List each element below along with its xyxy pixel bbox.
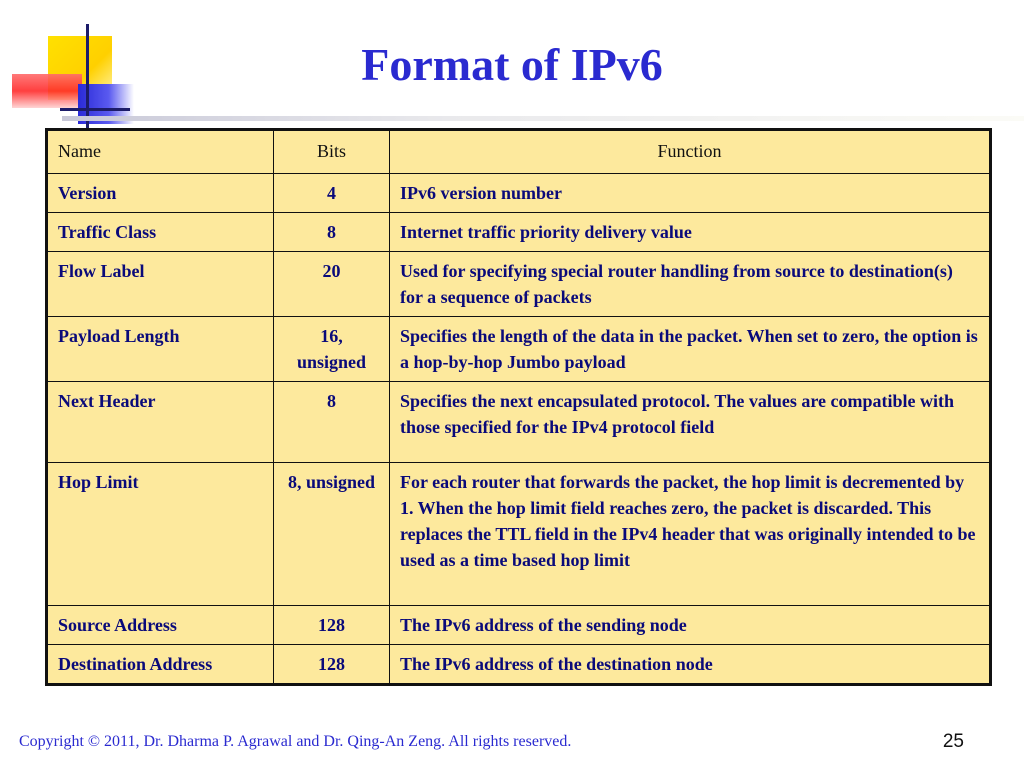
cell-function: Used for specifying special router handling from source to destination(s) for a sequence of packets <box>390 252 991 317</box>
cell-bits: 16, unsigned <box>274 317 390 382</box>
table-row <box>47 317 991 382</box>
table-row <box>47 174 991 213</box>
cell-function: Specifies the length of the data in the packet. When set to zero, the option is a hop-by-hop Jumbo payload <box>390 317 991 382</box>
page-number: 25 <box>942 731 964 752</box>
cell-name: Flow Label <box>47 252 274 317</box>
cell-function: Specifies the next encapsulated protocol. The values are compatible with those specified for the IPv4 protocol field <box>390 382 991 463</box>
cell-name: Hop Limit <box>47 463 274 606</box>
cell-function: The IPv6 address of the destination node <box>390 645 991 685</box>
cell-function: Internet traffic priority delivery value <box>390 213 991 252</box>
cell-name: Payload Length <box>47 317 274 382</box>
cell-function: IPv6 version number <box>390 174 991 213</box>
table-row <box>47 252 991 317</box>
header-name: Name <box>47 130 274 174</box>
table-row <box>47 382 991 463</box>
cell-bits: 8 <box>274 213 390 252</box>
cell-name: Destination Address <box>47 645 274 685</box>
cell-name: Traffic Class <box>47 213 274 252</box>
cell-bits: 128 <box>274 606 390 645</box>
slide-title: Format of IPv6 <box>361 39 663 90</box>
header-bits: Bits <box>274 130 390 174</box>
cell-bits: 128 <box>274 645 390 685</box>
cell-bits: 20 <box>274 252 390 317</box>
logo-horizontal-line <box>60 108 130 111</box>
table-row <box>47 645 991 685</box>
cell-bits: 4 <box>274 174 390 213</box>
table-header-row <box>47 130 991 174</box>
cell-name: Source Address <box>47 606 274 645</box>
cell-bits: 8, unsigned <box>274 463 390 606</box>
table-row <box>47 213 991 252</box>
cell-bits: 8 <box>274 382 390 463</box>
cell-name: Next Header <box>47 382 274 463</box>
title-rule <box>62 116 1024 121</box>
cell-function: The IPv6 address of the sending node <box>390 606 991 645</box>
copyright-footer: Copyright © 2011, Dr. Dharma P. Agrawal and Dr. Qing-An Zeng. All rights reserved. <box>19 733 572 750</box>
table-row <box>47 463 991 606</box>
ipv6-format-table <box>45 128 992 686</box>
cell-name: Version <box>47 174 274 213</box>
table-row <box>47 606 991 645</box>
ipv6-format-table-container <box>45 128 992 686</box>
cell-function: For each router that forwards the packet, the hop limit is decremented by 1. When the hop limit field reaches zero, the packet is discarded. This replaces the TTL field in the IPv4 header that was originally intended to be used as a time based hop limit <box>390 463 991 606</box>
header-function: Function <box>390 130 991 174</box>
